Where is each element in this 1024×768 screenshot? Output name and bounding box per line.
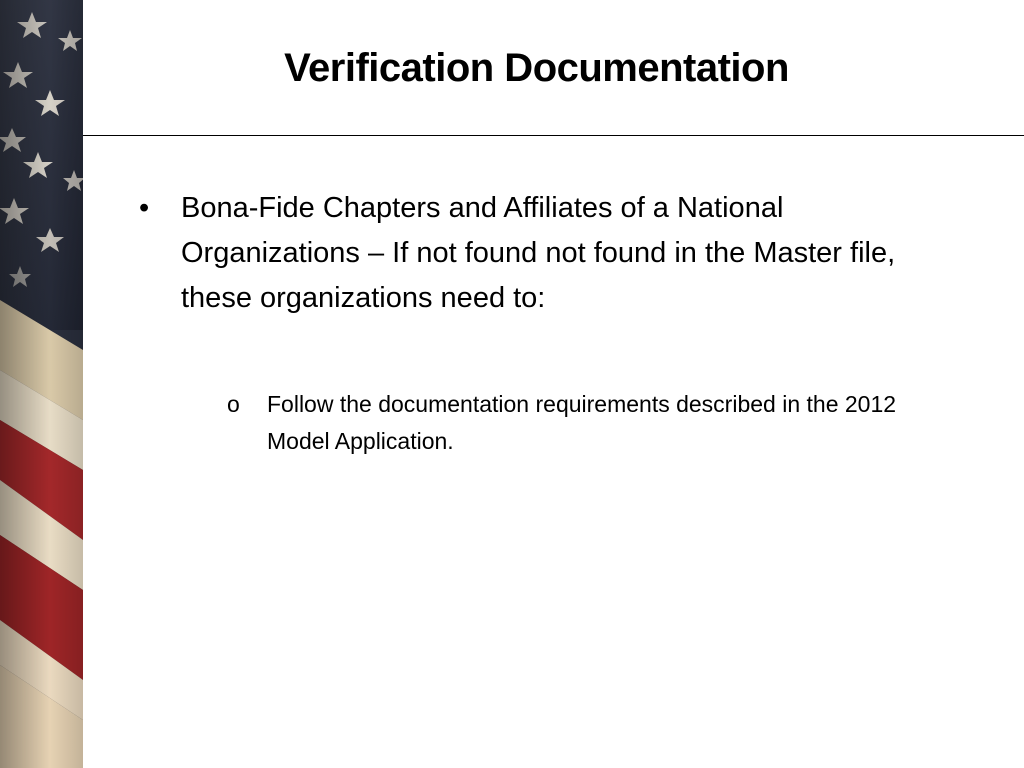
slide-title: Verification Documentation xyxy=(284,46,789,90)
sub-bullet-list xyxy=(227,386,947,460)
sub-bullet-text: Follow the documentation requirements described in the 2012 Model Application. xyxy=(267,391,897,454)
bullet-text: Bona-Fide Chapters and Affiliates of a National Organizations – If not found not found in the Master file, these organizations need to: xyxy=(181,192,896,314)
bullet-item xyxy=(139,186,939,321)
sub-bullet-item xyxy=(227,386,947,460)
flag-graphic xyxy=(0,0,83,768)
sub-bullet-marker: o xyxy=(227,391,240,417)
bullet-list xyxy=(139,186,939,321)
american-flag-image xyxy=(0,0,83,768)
title-divider xyxy=(83,135,1024,136)
bullet-marker: • xyxy=(139,192,150,224)
